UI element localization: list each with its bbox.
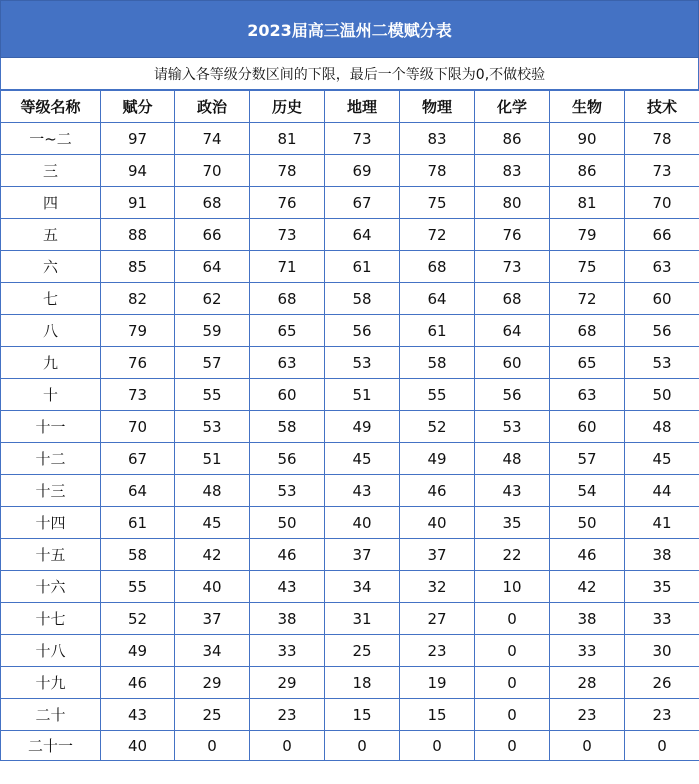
score-cell[interactable]: 23 xyxy=(250,699,325,731)
score-cell[interactable]: 97 xyxy=(101,123,175,155)
grade-name-cell: 六 xyxy=(1,251,101,283)
score-cell[interactable]: 56 xyxy=(625,315,699,347)
grade-name-cell: 十七 xyxy=(1,603,101,635)
score-cell[interactable]: 34 xyxy=(175,635,250,667)
table-row xyxy=(1,731,699,761)
score-cell[interactable]: 73 xyxy=(625,155,699,187)
grade-name-cell: 十六 xyxy=(1,571,101,603)
score-cell[interactable]: 41 xyxy=(625,507,699,539)
score-cell[interactable]: 55 xyxy=(175,379,250,411)
score-table xyxy=(0,90,699,761)
grade-name-cell: 十四 xyxy=(1,507,101,539)
grade-name-cell: 十五 xyxy=(1,539,101,571)
score-cell[interactable]: 18 xyxy=(325,667,400,699)
score-cell[interactable]: 33 xyxy=(550,635,625,667)
score-cell[interactable]: 88 xyxy=(101,219,175,251)
score-cell[interactable]: 15 xyxy=(325,699,400,731)
score-cell[interactable]: 40 xyxy=(325,507,400,539)
score-cell[interactable]: 60 xyxy=(475,347,550,379)
score-cell[interactable]: 44 xyxy=(625,475,699,507)
score-cell[interactable]: 57 xyxy=(175,347,250,379)
table-row xyxy=(1,123,699,155)
score-cell[interactable]: 29 xyxy=(250,667,325,699)
grade-name-cell: 九 xyxy=(1,347,101,379)
grade-name-cell: 一~二 xyxy=(1,123,101,155)
score-cell[interactable]: 64 xyxy=(400,283,475,315)
header-row xyxy=(1,91,699,123)
score-cell[interactable]: 43 xyxy=(325,475,400,507)
score-cell[interactable]: 53 xyxy=(475,411,550,443)
score-cell[interactable]: 61 xyxy=(101,507,175,539)
score-cell[interactable]: 35 xyxy=(625,571,699,603)
score-cell[interactable]: 66 xyxy=(175,219,250,251)
score-cell[interactable]: 75 xyxy=(550,251,625,283)
score-cell[interactable]: 56 xyxy=(475,379,550,411)
score-cell[interactable]: 0 xyxy=(250,731,325,761)
score-cell[interactable]: 79 xyxy=(101,315,175,347)
score-cell[interactable]: 43 xyxy=(250,571,325,603)
score-cell[interactable]: 23 xyxy=(625,699,699,731)
score-cell[interactable]: 55 xyxy=(400,379,475,411)
score-cell[interactable]: 23 xyxy=(400,635,475,667)
score-cell[interactable]: 63 xyxy=(625,251,699,283)
grade-name-cell: 八 xyxy=(1,315,101,347)
score-cell[interactable]: 0 xyxy=(175,731,250,761)
score-cell[interactable]: 79 xyxy=(550,219,625,251)
grade-name-cell: 十三 xyxy=(1,475,101,507)
score-cell[interactable]: 38 xyxy=(550,603,625,635)
score-cell[interactable]: 43 xyxy=(475,475,550,507)
score-cell[interactable]: 29 xyxy=(175,667,250,699)
score-cell[interactable]: 25 xyxy=(325,635,400,667)
table-row xyxy=(1,475,699,507)
table-row xyxy=(1,635,699,667)
grade-name-cell: 二十一 xyxy=(1,731,101,761)
score-cell[interactable]: 43 xyxy=(101,699,175,731)
score-cell[interactable]: 78 xyxy=(250,155,325,187)
table-row xyxy=(1,283,699,315)
score-cell[interactable]: 0 xyxy=(475,635,550,667)
score-cell[interactable]: 70 xyxy=(101,411,175,443)
header-cell: 赋分 xyxy=(101,91,175,123)
score-cell[interactable]: 40 xyxy=(400,507,475,539)
score-cell[interactable]: 58 xyxy=(101,539,175,571)
score-cell[interactable]: 85 xyxy=(101,251,175,283)
table-row xyxy=(1,539,699,571)
score-cell[interactable]: 0 xyxy=(400,731,475,761)
score-cell[interactable]: 61 xyxy=(325,251,400,283)
score-cell[interactable]: 60 xyxy=(550,411,625,443)
score-cell[interactable]: 52 xyxy=(101,603,175,635)
score-cell[interactable]: 37 xyxy=(325,539,400,571)
header-cell: 等级名称 xyxy=(1,91,101,123)
score-cell[interactable]: 68 xyxy=(400,251,475,283)
score-cell[interactable]: 73 xyxy=(101,379,175,411)
score-cell[interactable]: 33 xyxy=(625,603,699,635)
header-cell: 历史 xyxy=(250,91,325,123)
score-cell[interactable]: 78 xyxy=(400,155,475,187)
score-cell[interactable]: 55 xyxy=(101,571,175,603)
score-cell[interactable]: 68 xyxy=(475,283,550,315)
score-cell[interactable]: 65 xyxy=(550,347,625,379)
table-row xyxy=(1,699,699,731)
grade-name-cell: 五 xyxy=(1,219,101,251)
grade-name-cell: 七 xyxy=(1,283,101,315)
score-cell[interactable]: 45 xyxy=(175,507,250,539)
table-row xyxy=(1,571,699,603)
score-cell[interactable]: 90 xyxy=(550,123,625,155)
table-row xyxy=(1,411,699,443)
score-cell[interactable]: 81 xyxy=(250,123,325,155)
score-cell[interactable]: 57 xyxy=(550,443,625,475)
header-cell: 化学 xyxy=(475,91,550,123)
grade-name-cell: 十八 xyxy=(1,635,101,667)
score-cell[interactable]: 64 xyxy=(175,251,250,283)
score-cell[interactable]: 83 xyxy=(475,155,550,187)
grade-name-cell: 十一 xyxy=(1,411,101,443)
score-cell[interactable]: 0 xyxy=(550,731,625,761)
table-body xyxy=(1,123,699,761)
header-cell: 生物 xyxy=(550,91,625,123)
score-cell[interactable]: 50 xyxy=(250,507,325,539)
table-row xyxy=(1,155,699,187)
score-cell[interactable]: 0 xyxy=(475,731,550,761)
header-cell: 地理 xyxy=(325,91,400,123)
score-cell[interactable]: 49 xyxy=(325,411,400,443)
score-cell[interactable]: 33 xyxy=(250,635,325,667)
score-cell[interactable]: 46 xyxy=(250,539,325,571)
score-cell[interactable]: 22 xyxy=(475,539,550,571)
score-cell[interactable]: 0 xyxy=(625,731,699,761)
table-row xyxy=(1,219,699,251)
table-row xyxy=(1,251,699,283)
table-row xyxy=(1,667,699,699)
score-cell[interactable]: 68 xyxy=(175,187,250,219)
score-cell[interactable]: 56 xyxy=(325,315,400,347)
grade-name-cell: 十二 xyxy=(1,443,101,475)
score-cell[interactable]: 45 xyxy=(625,443,699,475)
score-cell[interactable]: 63 xyxy=(550,379,625,411)
score-cell[interactable]: 42 xyxy=(175,539,250,571)
score-cell[interactable]: 61 xyxy=(400,315,475,347)
score-cell[interactable]: 70 xyxy=(175,155,250,187)
header-cell: 物理 xyxy=(400,91,475,123)
score-cell[interactable]: 68 xyxy=(250,283,325,315)
score-cell[interactable]: 64 xyxy=(325,219,400,251)
score-cell[interactable]: 63 xyxy=(250,347,325,379)
score-cell[interactable]: 26 xyxy=(625,667,699,699)
score-cell[interactable]: 53 xyxy=(625,347,699,379)
score-cell[interactable]: 53 xyxy=(325,347,400,379)
score-cell[interactable]: 0 xyxy=(475,699,550,731)
score-cell[interactable]: 69 xyxy=(325,155,400,187)
score-cell[interactable]: 49 xyxy=(400,443,475,475)
score-cell[interactable]: 0 xyxy=(475,667,550,699)
score-cell[interactable]: 38 xyxy=(250,603,325,635)
score-cell[interactable]: 25 xyxy=(175,699,250,731)
score-cell[interactable]: 50 xyxy=(625,379,699,411)
header-cell: 技术 xyxy=(625,91,699,123)
score-cell[interactable]: 46 xyxy=(101,667,175,699)
score-cell[interactable]: 86 xyxy=(475,123,550,155)
score-cell[interactable]: 76 xyxy=(250,187,325,219)
score-cell[interactable]: 73 xyxy=(475,251,550,283)
score-cell[interactable]: 53 xyxy=(250,475,325,507)
score-cell[interactable]: 34 xyxy=(325,571,400,603)
score-cell[interactable]: 80 xyxy=(475,187,550,219)
score-cell[interactable]: 94 xyxy=(101,155,175,187)
score-cell[interactable]: 81 xyxy=(550,187,625,219)
header-cell: 政治 xyxy=(175,91,250,123)
score-cell[interactable]: 83 xyxy=(400,123,475,155)
score-cell[interactable]: 60 xyxy=(250,379,325,411)
score-cell[interactable]: 23 xyxy=(550,699,625,731)
grade-name-cell: 二十 xyxy=(1,699,101,731)
score-cell[interactable]: 27 xyxy=(400,603,475,635)
grade-name-cell: 四 xyxy=(1,187,101,219)
table-title: 2023届高三温州二模赋分表 xyxy=(0,0,699,58)
table-row xyxy=(1,315,699,347)
score-cell[interactable]: 50 xyxy=(550,507,625,539)
score-cell[interactable]: 65 xyxy=(250,315,325,347)
score-cell[interactable]: 40 xyxy=(101,731,175,761)
score-cell[interactable]: 35 xyxy=(475,507,550,539)
score-cell[interactable]: 30 xyxy=(625,635,699,667)
score-cell[interactable]: 72 xyxy=(400,219,475,251)
score-cell[interactable]: 40 xyxy=(175,571,250,603)
score-cell[interactable]: 37 xyxy=(175,603,250,635)
grade-name-cell: 十 xyxy=(1,379,101,411)
score-cell[interactable]: 64 xyxy=(475,315,550,347)
score-cell[interactable]: 66 xyxy=(625,219,699,251)
score-cell[interactable]: 58 xyxy=(400,347,475,379)
score-cell[interactable]: 49 xyxy=(101,635,175,667)
score-cell[interactable]: 38 xyxy=(625,539,699,571)
score-cell[interactable]: 48 xyxy=(475,443,550,475)
score-cell[interactable]: 62 xyxy=(175,283,250,315)
score-cell[interactable]: 73 xyxy=(325,123,400,155)
score-cell[interactable]: 0 xyxy=(325,731,400,761)
score-cell[interactable]: 48 xyxy=(625,411,699,443)
score-cell[interactable]: 78 xyxy=(625,123,699,155)
score-cell[interactable]: 72 xyxy=(550,283,625,315)
score-cell[interactable]: 91 xyxy=(101,187,175,219)
score-cell[interactable]: 0 xyxy=(475,603,550,635)
score-cell[interactable]: 45 xyxy=(325,443,400,475)
table-row xyxy=(1,443,699,475)
score-cell[interactable]: 68 xyxy=(550,315,625,347)
score-cell[interactable]: 56 xyxy=(250,443,325,475)
score-cell[interactable]: 31 xyxy=(325,603,400,635)
score-cell[interactable]: 51 xyxy=(325,379,400,411)
score-cell[interactable]: 73 xyxy=(250,219,325,251)
score-cell[interactable]: 82 xyxy=(101,283,175,315)
score-cell[interactable]: 53 xyxy=(175,411,250,443)
score-cell[interactable]: 58 xyxy=(325,283,400,315)
table-row xyxy=(1,187,699,219)
score-cell[interactable]: 58 xyxy=(250,411,325,443)
score-cell[interactable]: 59 xyxy=(175,315,250,347)
table-row xyxy=(1,507,699,539)
score-cell[interactable]: 64 xyxy=(101,475,175,507)
grade-name-cell: 十九 xyxy=(1,667,101,699)
score-cell[interactable]: 46 xyxy=(550,539,625,571)
score-cell[interactable]: 48 xyxy=(175,475,250,507)
score-cell[interactable]: 52 xyxy=(400,411,475,443)
score-cell[interactable]: 67 xyxy=(101,443,175,475)
score-cell[interactable]: 76 xyxy=(475,219,550,251)
score-cell[interactable]: 76 xyxy=(101,347,175,379)
score-cell[interactable]: 75 xyxy=(400,187,475,219)
grade-name-cell: 三 xyxy=(1,155,101,187)
score-cell[interactable]: 54 xyxy=(550,475,625,507)
score-cell[interactable]: 60 xyxy=(625,283,699,315)
score-cell[interactable]: 28 xyxy=(550,667,625,699)
table-row xyxy=(1,379,699,411)
score-cell[interactable]: 46 xyxy=(400,475,475,507)
score-cell[interactable]: 42 xyxy=(550,571,625,603)
table-row xyxy=(1,603,699,635)
score-cell[interactable]: 37 xyxy=(400,539,475,571)
table-instruction: 请输入各等级分数区间的下限，最后一个等级下限为0,不做校验 xyxy=(0,58,699,90)
score-cell[interactable]: 71 xyxy=(250,251,325,283)
table-row xyxy=(1,347,699,379)
score-cell[interactable]: 51 xyxy=(175,443,250,475)
score-cell[interactable]: 67 xyxy=(325,187,400,219)
score-cell[interactable]: 19 xyxy=(400,667,475,699)
score-cell[interactable]: 86 xyxy=(550,155,625,187)
score-cell[interactable]: 74 xyxy=(175,123,250,155)
score-cell[interactable]: 10 xyxy=(475,571,550,603)
score-cell[interactable]: 15 xyxy=(400,699,475,731)
score-cell[interactable]: 32 xyxy=(400,571,475,603)
score-cell[interactable]: 70 xyxy=(625,187,699,219)
